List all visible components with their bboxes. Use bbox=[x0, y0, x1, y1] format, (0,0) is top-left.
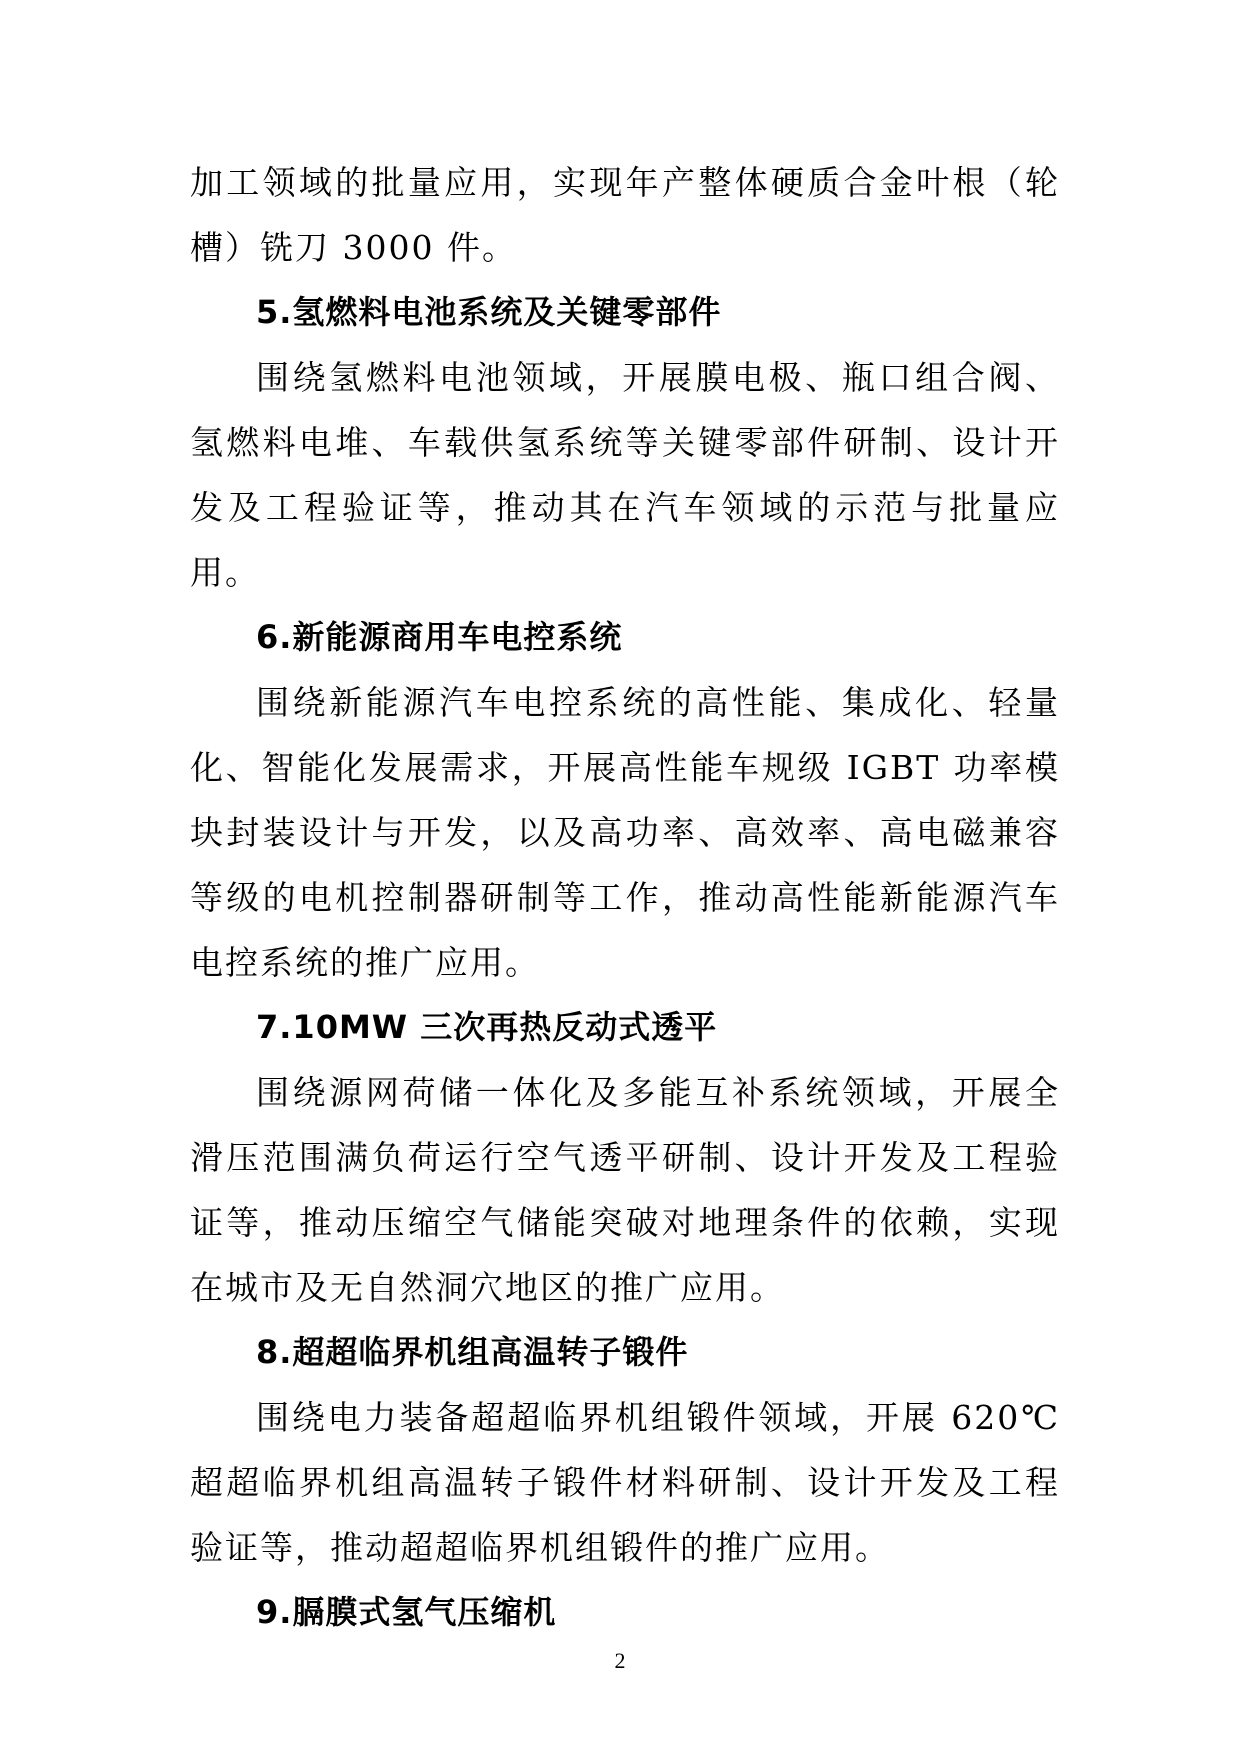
document-body bbox=[190, 150, 1060, 1645]
heading-ev-control-system: 6.新能源商用车电控系统 bbox=[256, 618, 623, 656]
heading-hydrogen-compressor: 9.膈膜式氢气压缩机 bbox=[256, 1593, 557, 1631]
paragraph-hydrogen-fuel-cell: 围绕氢燃料电池领域，开展膜电极、瓶口组合阀、氢燃料电堆、车载供氢系统等关键零部件研制、设计开发及工程验证等，推动其在汽车领域的示范与批量应用。 bbox=[190, 358, 1060, 592]
heading-hydrogen-fuel-cell: 5.氢燃料电池系统及关键零部件 bbox=[256, 293, 722, 331]
heading-air-turbine: 7.10MW 三次再热反动式透平 bbox=[256, 1008, 718, 1046]
paragraph-milling-cutter: 加工领域的批量应用，实现年产整体硬质合金叶根（轮槽）铣刀 3000 件。 bbox=[190, 163, 1060, 267]
page-number: 2 bbox=[614, 1648, 626, 1673]
heading-rotor-forging: 8.超超临界机组高温转子锻件 bbox=[256, 1333, 689, 1371]
paragraph-rotor-forging: 围绕电力装备超超临界机组锻件领域，开展 620℃超超临界机组高温转子锻件材料研制、设计开发及工程验证等，推动超超临界机组锻件的推广应用。 bbox=[190, 1398, 1060, 1567]
paragraph-air-turbine: 围绕源网荷储一体化及多能互补系统领域，开展全滑压范围满负荷运行空气透平研制、设计开发及工程验证等，推动压缩空气储能突破对地理条件的依赖，实现在城市及无自然洞穴地区的推广应用。 bbox=[190, 1073, 1060, 1307]
paragraph-ev-control-system: 围绕新能源汽车电控系统的高性能、集成化、轻量化、智能化发展需求，开展高性能车规级 IGBT 功率模块封装设计与开发，以及高功率、高效率、高电磁兼容等级的电机控制器研制等工作，推动高性能新能源汽车电控系统的推广应用。 bbox=[190, 683, 1060, 982]
